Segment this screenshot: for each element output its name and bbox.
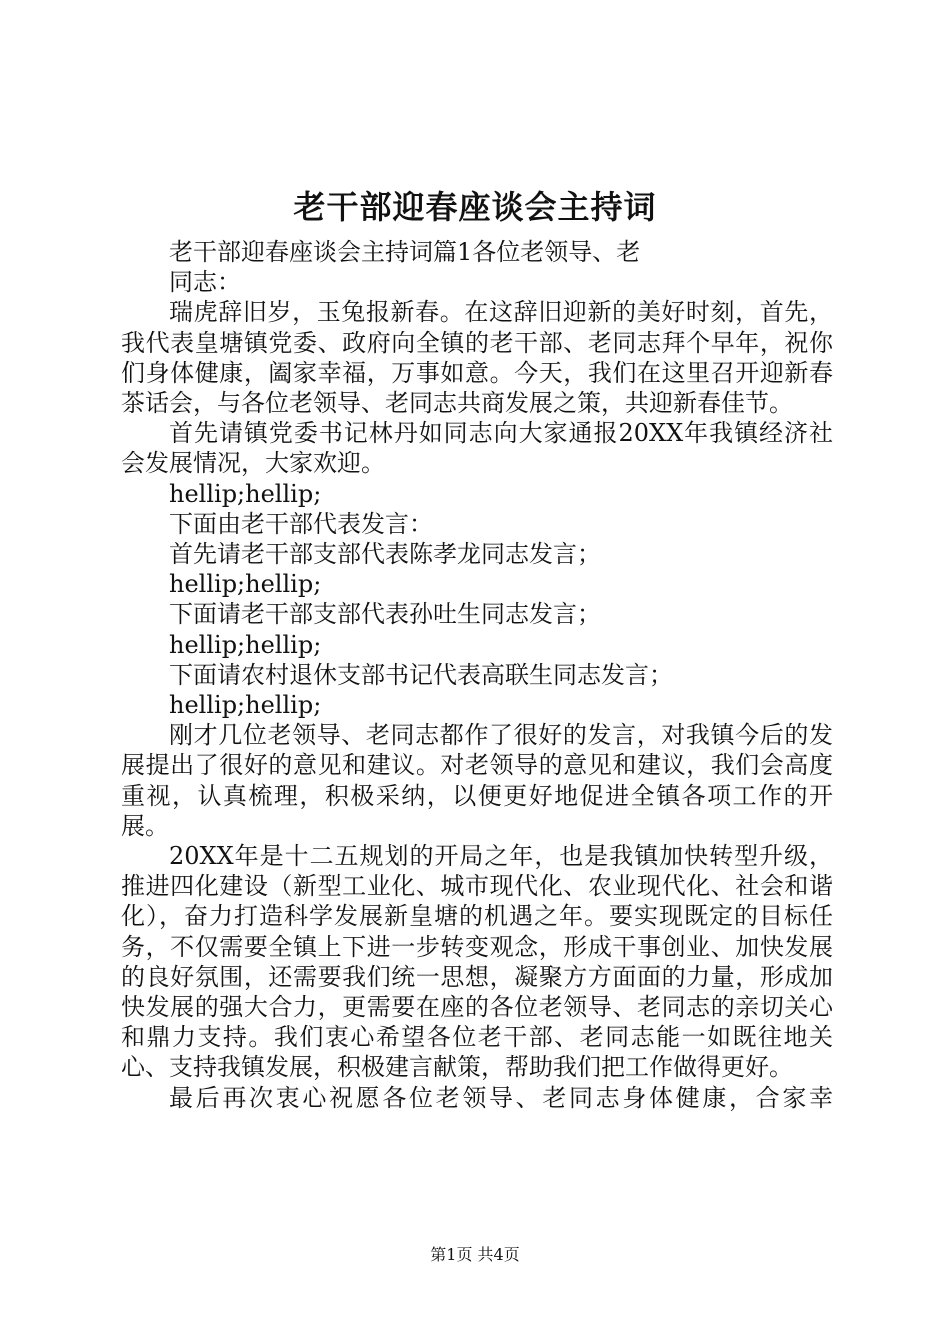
paragraph-speeches-intro: 下面由老干部代表发言： [169, 509, 433, 538]
paragraph-speaker-2: 下面请老干部支部代表孙吐生同志发言； [169, 600, 601, 629]
paragraph-ellipsis: hellip;hellip; [169, 570, 322, 599]
paragraph-report-intro: 首先请镇党委书记林丹如同志向大家通报20XX年我镇经济社会发展情况，大家欢迎。 [121, 419, 833, 478]
document-title: 老干部迎春座谈会主持词 [293, 188, 657, 226]
paragraph-intro: 老干部迎春座谈会主持词篇1各位老领导、老 [169, 238, 641, 266]
paragraph-speaker-3: 下面请农村退休支部书记代表高联生同志发言； [169, 660, 673, 689]
document-body [121, 237, 833, 1113]
page-number-footer: 第1页 共4页 [430, 1245, 520, 1264]
paragraph-closing: 最后再次衷心祝愿各位老领导、老同志身体健康，合家幸 [169, 1083, 833, 1112]
paragraph-ellipsis: hellip;hellip; [169, 691, 322, 720]
paragraph-speaker-1: 首先请老干部支部代表陈孝龙同志发言； [169, 540, 601, 569]
paragraph-salutation: 同志： [169, 268, 241, 297]
paragraph-summary: 刚才几位老领导、老同志都作了很好的发言，对我镇今后的发展提出了很好的意见和建议。对老领导的意见和建议，我们会高度重视，认真梳理，积极采纳，以便更好地促进全镇各项工作的开展。 [121, 721, 833, 840]
paragraph-ellipsis: hellip;hellip; [169, 479, 322, 508]
paragraph-ellipsis: hellip;hellip; [169, 630, 322, 659]
paragraph-greeting: 瑞虎辞旧岁，玉兔报新春。在这辞旧迎新的美好时刻，首先，我代表皇塘镇党委、政府向全镇的老干部、老同志拜个早年，祝你们身体健康，阖家幸福，万事如意。今天，我们在这里召开迎新春茶话会，与各位老领导、老同志共商发展之策，共迎新春佳节。 [121, 298, 833, 418]
paragraph-plan: 20XX年是十二五规划的开局之年，也是我镇加快转型升级，推进四化建设（新型工业化、城市现代化、农业现代化、社会和谐化），奋力打造科学发展新皇塘的机遇之年。要实现既定的目标任务，不仅需要全镇上下进一步转变观念，形成干事创业、加快发展的良好氛围，还需要我们统一思想，凝聚方方面面的力量，形成加快发展的强大合力，更需要在座的各位老领导、老同志的亲切关心和鼎力支持。我们衷心希望各位老干部、老同志能一如既往地关心、支持我镇发展，积极建言献策，帮助我们把工作做得更好。 [121, 842, 833, 1082]
